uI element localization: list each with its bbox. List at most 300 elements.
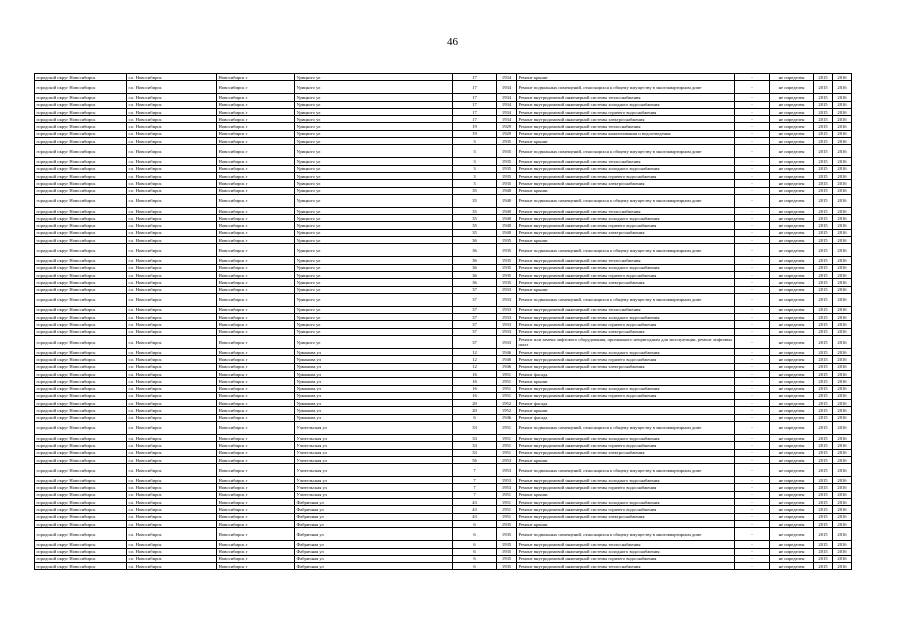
start-year-cell: 2015 <box>814 138 833 145</box>
table-row <box>35 336 852 349</box>
dash-cell: - <box>735 123 770 130</box>
dash-cell: - <box>735 293 770 306</box>
dash-cell: - <box>735 499 770 506</box>
locality-cell: Новосибирск г <box>217 215 295 222</box>
build-year-cell: 1933 <box>497 314 517 321</box>
table-row <box>35 215 852 222</box>
build-year-cell: 1940 <box>497 194 517 207</box>
municipality-cell: городской округ Новосибирск <box>35 222 127 229</box>
start-year-cell: 2015 <box>814 130 833 137</box>
house-number-cell: 37 <box>453 336 497 349</box>
settlement-cell: г.о. Новосибирск <box>127 421 217 434</box>
settlement-cell: г.о. Новосибирск <box>127 74 217 81</box>
end-year-cell: 2016 <box>833 244 852 257</box>
table-row <box>35 158 852 165</box>
dash-cell: - <box>735 257 770 264</box>
municipality-cell: городской округ Новосибирск <box>35 491 127 498</box>
street-cell: Фабричная ул <box>295 555 453 562</box>
work-type-cell: Ремонт внутридомовой инженерной системы электроснабжения <box>517 229 735 236</box>
build-year-cell: 1951 <box>497 449 517 456</box>
table-row <box>35 407 852 414</box>
status-cell: не определен <box>770 145 814 158</box>
dash-cell: - <box>735 116 770 123</box>
table-row <box>35 165 852 172</box>
locality-cell: Новосибирск г <box>217 172 295 179</box>
build-year-cell: 1935 <box>497 528 517 541</box>
end-year-cell: 2016 <box>833 264 852 271</box>
end-year-cell: 2016 <box>833 328 852 335</box>
build-year-cell: 1953 <box>497 484 517 491</box>
build-year-cell: 1953 <box>497 477 517 484</box>
work-type-cell: Ремонт подвальных помещений, относящихся к общему имуществу в многоквартирном доме <box>517 194 735 207</box>
street-cell: Урманова ул <box>295 407 453 414</box>
locality-cell: Новосибирск г <box>217 74 295 81</box>
work-type-cell: Ремонт внутридомовой инженерной системы холодного водоснабжения <box>517 314 735 321</box>
start-year-cell: 2015 <box>814 356 833 363</box>
locality-cell: Новосибирск г <box>217 414 295 421</box>
street-cell: Урицкого ул <box>295 293 453 306</box>
build-year-cell: 1946 <box>497 414 517 421</box>
start-year-cell: 2015 <box>814 94 833 101</box>
settlement-cell: г.о. Новосибирск <box>127 477 217 484</box>
street-cell: Урицкого ул <box>295 101 453 108</box>
table-row <box>35 244 852 257</box>
dash-cell: - <box>735 464 770 477</box>
settlement-cell: г.о. Новосибирск <box>127 293 217 306</box>
locality-cell: Новосибирск г <box>217 456 295 463</box>
house-number-cell: 35 <box>453 229 497 236</box>
street-cell: Урицкого ул <box>295 194 453 207</box>
status-cell: не определен <box>770 321 814 328</box>
locality-cell: Новосибирск г <box>217 385 295 392</box>
settlement-cell: г.о. Новосибирск <box>127 271 217 278</box>
work-type-cell: Ремонт внутридомовой инженерной системы электроснабжения <box>517 279 735 286</box>
end-year-cell: 2016 <box>833 215 852 222</box>
street-cell: Урицкого ул <box>295 145 453 158</box>
settlement-cell: г.о. Новосибирск <box>127 456 217 463</box>
work-type-cell: Ремонт внутридомовой инженерной системы холодного водоснабжения <box>517 101 735 108</box>
work-type-cell: Ремонт крыши <box>517 407 735 414</box>
municipality-cell: городской округ Новосибирск <box>35 548 127 555</box>
locality-cell: Новосибирск г <box>217 271 295 278</box>
build-year-cell: 1951 <box>497 506 517 513</box>
end-year-cell: 2016 <box>833 314 852 321</box>
status-cell: не определен <box>770 222 814 229</box>
dash-cell: - <box>735 264 770 271</box>
work-type-cell: Ремонт внутридомовой инженерной системы горячего водоснабжения <box>517 484 735 491</box>
end-year-cell: 2016 <box>833 180 852 187</box>
street-cell: Урицкого ул <box>295 180 453 187</box>
table-row <box>35 81 852 94</box>
build-year-cell: 1940 <box>497 207 517 214</box>
street-cell: Учительская ул <box>295 421 453 434</box>
settlement-cell: г.о. Новосибирск <box>127 328 217 335</box>
locality-cell: Новосибирск г <box>217 116 295 123</box>
build-year-cell: 1934 <box>497 94 517 101</box>
street-cell: Урицкого ул <box>295 116 453 123</box>
table-row <box>35 314 852 321</box>
start-year-cell: 2015 <box>814 180 833 187</box>
locality-cell: Новосибирск г <box>217 279 295 286</box>
locality-cell: Новосибирск г <box>217 101 295 108</box>
status-cell: не определен <box>770 264 814 271</box>
status-cell: не определен <box>770 484 814 491</box>
end-year-cell: 2016 <box>833 81 852 94</box>
locality-cell: Новосибирск г <box>217 286 295 293</box>
end-year-cell: 2016 <box>833 116 852 123</box>
settlement-cell: г.о. Новосибирск <box>127 244 217 257</box>
dash-cell: - <box>735 407 770 414</box>
build-year-cell: 1940 <box>497 229 517 236</box>
build-year-cell: 1940 <box>497 215 517 222</box>
settlement-cell: г.о. Новосибирск <box>127 158 217 165</box>
work-type-cell: Ремонт внутридомовой инженерной системы холодного водоснабжения <box>517 499 735 506</box>
house-number-cell: 17 <box>453 81 497 94</box>
build-year-cell: 1951 <box>497 442 517 449</box>
end-year-cell: 2016 <box>833 442 852 449</box>
status-cell: не определен <box>770 286 814 293</box>
end-year-cell: 2016 <box>833 279 852 286</box>
municipality-cell: городской округ Новосибирск <box>35 528 127 541</box>
end-year-cell: 2016 <box>833 187 852 194</box>
build-year-cell: 1935 <box>497 541 517 548</box>
dash-cell: - <box>735 306 770 313</box>
house-number-cell: 6 <box>453 563 497 570</box>
table-row <box>35 306 852 313</box>
table-row <box>35 378 852 385</box>
end-year-cell: 2016 <box>833 194 852 207</box>
locality-cell: Новосибирск г <box>217 257 295 264</box>
settlement-cell: г.о. Новосибирск <box>127 349 217 356</box>
end-year-cell: 2016 <box>833 293 852 306</box>
dash-cell: - <box>735 506 770 513</box>
locality-cell: Новосибирск г <box>217 207 295 214</box>
house-number-cell: 6 <box>453 555 497 562</box>
settlement-cell: г.о. Новосибирск <box>127 434 217 441</box>
settlement-cell: г.о. Новосибирск <box>127 108 217 115</box>
settlement-cell: г.о. Новосибирск <box>127 385 217 392</box>
locality-cell: Новосибирск г <box>217 520 295 527</box>
build-year-cell: 1935 <box>497 271 517 278</box>
start-year-cell: 2015 <box>814 548 833 555</box>
build-year-cell: 1934 <box>497 81 517 94</box>
municipality-cell: городской округ Новосибирск <box>35 385 127 392</box>
house-number-cell: 17 <box>453 94 497 101</box>
table-row <box>35 541 852 548</box>
status-cell: не определен <box>770 94 814 101</box>
settlement-cell: г.о. Новосибирск <box>127 563 217 570</box>
dash-cell: - <box>735 286 770 293</box>
status-cell: не определен <box>770 434 814 441</box>
dash-cell: - <box>735 138 770 145</box>
end-year-cell: 2016 <box>833 74 852 81</box>
dash-cell: - <box>735 215 770 222</box>
start-year-cell: 2015 <box>814 123 833 130</box>
start-year-cell: 2015 <box>814 321 833 328</box>
status-cell: не определен <box>770 407 814 414</box>
build-year-cell: 1933 <box>497 336 517 349</box>
house-number-cell: 33 <box>453 434 497 441</box>
street-cell: Урманова ул <box>295 385 453 392</box>
street-cell: Урицкого ул <box>295 158 453 165</box>
street-cell: Фабричная ул <box>295 541 453 548</box>
end-year-cell: 2016 <box>833 555 852 562</box>
start-year-cell: 2015 <box>814 385 833 392</box>
status-cell: не определен <box>770 506 814 513</box>
build-year-cell: 1935 <box>497 563 517 570</box>
street-cell: Урицкого ул <box>295 215 453 222</box>
table-row <box>35 94 852 101</box>
status-cell: не определен <box>770 449 814 456</box>
settlement-cell: г.о. Новосибирск <box>127 207 217 214</box>
dash-cell: - <box>735 81 770 94</box>
table-row <box>35 442 852 449</box>
start-year-cell: 2015 <box>814 528 833 541</box>
status-cell: не определен <box>770 101 814 108</box>
settlement-cell: г.о. Новосибирск <box>127 116 217 123</box>
work-type-cell: Ремонт крыши <box>517 520 735 527</box>
house-number-cell: 20 <box>453 407 497 414</box>
settlement-cell: г.о. Новосибирск <box>127 442 217 449</box>
street-cell: Урманова ул <box>295 349 453 356</box>
street-cell: Урманова ул <box>295 392 453 399</box>
work-type-cell: Ремонт крыши <box>517 138 735 145</box>
build-year-cell: 1933 <box>497 293 517 306</box>
start-year-cell: 2015 <box>814 392 833 399</box>
municipality-cell: городской округ Новосибирск <box>35 237 127 244</box>
house-number-cell: 3 <box>453 172 497 179</box>
settlement-cell: г.о. Новосибирск <box>127 81 217 94</box>
settlement-cell: г.о. Новосибирск <box>127 400 217 407</box>
work-type-cell: Ремонт или замена лифтового оборудования, признанного непригодным для эксплуатации, ремонт лифтовых шахт <box>517 336 735 349</box>
build-year-cell: 1946 <box>497 349 517 356</box>
locality-cell: Новосибирск г <box>217 108 295 115</box>
locality-cell: Новосибирск г <box>217 477 295 484</box>
dash-cell: - <box>735 421 770 434</box>
settlement-cell: г.о. Новосибирск <box>127 513 217 520</box>
end-year-cell: 2016 <box>833 400 852 407</box>
work-type-cell: Ремонт внутридомовой инженерной системы теплоснабжения <box>517 158 735 165</box>
start-year-cell: 2015 <box>814 513 833 520</box>
build-year-cell: 1951 <box>497 491 517 498</box>
street-cell: Урицкого ул <box>295 222 453 229</box>
build-year-cell: 1935 <box>497 548 517 555</box>
table-row <box>35 548 852 555</box>
build-year-cell: 1935 <box>497 138 517 145</box>
settlement-cell: г.о. Новосибирск <box>127 499 217 506</box>
start-year-cell: 2015 <box>814 237 833 244</box>
build-year-cell: 1952 <box>497 407 517 414</box>
table-row <box>35 421 852 434</box>
house-number-cell: 35 <box>453 187 497 194</box>
street-cell: Учительская ул <box>295 484 453 491</box>
municipality-cell: городской округ Новосибирск <box>35 306 127 313</box>
dash-cell: - <box>735 271 770 278</box>
dash-cell: - <box>735 101 770 108</box>
status-cell: не определен <box>770 271 814 278</box>
status-cell: не определен <box>770 180 814 187</box>
work-type-cell: Ремонт внутридомовой инженерной системы горячего водоснабжения <box>517 442 735 449</box>
locality-cell: Новосибирск г <box>217 499 295 506</box>
dash-cell: - <box>735 158 770 165</box>
end-year-cell: 2016 <box>833 563 852 570</box>
end-year-cell: 2016 <box>833 165 852 172</box>
start-year-cell: 2015 <box>814 264 833 271</box>
locality-cell: Новосибирск г <box>217 491 295 498</box>
work-type-cell: Ремонт крыши <box>517 378 735 385</box>
work-type-cell: Ремонт подвальных помещений, относящихся к общему имуществу в многоквартирном доме <box>517 293 735 306</box>
locality-cell: Новосибирск г <box>217 484 295 491</box>
locality-cell: Новосибирск г <box>217 370 295 377</box>
house-number-cell: 33 <box>453 421 497 434</box>
table-row <box>35 563 852 570</box>
status-cell: не определен <box>770 187 814 194</box>
municipality-cell: городской округ Новосибирск <box>35 400 127 407</box>
locality-cell: Новосибирск г <box>217 548 295 555</box>
street-cell: Урицкого ул <box>295 138 453 145</box>
locality-cell: Новосибирск г <box>217 400 295 407</box>
street-cell: Урицкого ул <box>295 207 453 214</box>
dash-cell: - <box>735 491 770 498</box>
table-row <box>35 449 852 456</box>
repair-records-table <box>34 73 852 570</box>
end-year-cell: 2016 <box>833 356 852 363</box>
settlement-cell: г.о. Новосибирск <box>127 101 217 108</box>
street-cell: Фабричная ул <box>295 548 453 555</box>
street-cell: Урицкого ул <box>295 165 453 172</box>
start-year-cell: 2015 <box>814 464 833 477</box>
dash-cell: - <box>735 244 770 257</box>
end-year-cell: 2016 <box>833 145 852 158</box>
house-number-cell: 36 <box>453 257 497 264</box>
end-year-cell: 2016 <box>833 172 852 179</box>
municipality-cell: городской округ Новосибирск <box>35 484 127 491</box>
table-row <box>35 286 852 293</box>
municipality-cell: городской округ Новосибирск <box>35 81 127 94</box>
municipality-cell: городской округ Новосибирск <box>35 378 127 385</box>
street-cell: Урицкого ул <box>295 81 453 94</box>
table-row <box>35 145 852 158</box>
status-cell: не определен <box>770 421 814 434</box>
dash-cell: - <box>735 442 770 449</box>
street-cell: Фабричная ул <box>295 506 453 513</box>
table-row <box>35 123 852 130</box>
table-row <box>35 74 852 81</box>
start-year-cell: 2015 <box>814 449 833 456</box>
table-row <box>35 194 852 207</box>
locality-cell: Новосибирск г <box>217 244 295 257</box>
work-type-cell: Ремонт внутридомовой инженерной системы канализования и водоотведения <box>517 130 735 137</box>
dash-cell: - <box>735 456 770 463</box>
locality-cell: Новосибирск г <box>217 434 295 441</box>
settlement-cell: г.о. Новосибирск <box>127 257 217 264</box>
street-cell: Фабричная ул <box>295 499 453 506</box>
municipality-cell: городской округ Новосибирск <box>35 349 127 356</box>
municipality-cell: городской округ Новосибирск <box>35 264 127 271</box>
municipality-cell: городской округ Новосибирск <box>35 563 127 570</box>
start-year-cell: 2015 <box>814 222 833 229</box>
street-cell: Учительская ул <box>295 449 453 456</box>
municipality-cell: городской округ Новосибирск <box>35 370 127 377</box>
start-year-cell: 2015 <box>814 563 833 570</box>
dash-cell: - <box>735 385 770 392</box>
table-row <box>35 207 852 214</box>
work-type-cell: Ремонт внутридомовой инженерной системы теплоснабжения <box>517 207 735 214</box>
end-year-cell: 2016 <box>833 499 852 506</box>
settlement-cell: г.о. Новосибирск <box>127 229 217 236</box>
status-cell: не определен <box>770 244 814 257</box>
house-number-cell: 3 <box>453 138 497 145</box>
build-year-cell: 1951 <box>497 499 517 506</box>
locality-cell: Новосибирск г <box>217 464 295 477</box>
street-cell: Урицкого ул <box>295 172 453 179</box>
end-year-cell: 2016 <box>833 336 852 349</box>
start-year-cell: 2015 <box>814 116 833 123</box>
end-year-cell: 2016 <box>833 257 852 264</box>
end-year-cell: 2016 <box>833 370 852 377</box>
municipality-cell: городской округ Новосибирск <box>35 363 127 370</box>
status-cell: не определен <box>770 165 814 172</box>
status-cell: не определен <box>770 370 814 377</box>
start-year-cell: 2015 <box>814 108 833 115</box>
street-cell: Урманова ул <box>295 400 453 407</box>
start-year-cell: 2015 <box>814 421 833 434</box>
street-cell: Урманова ул <box>295 378 453 385</box>
build-year-cell: 1951 <box>497 370 517 377</box>
table-row <box>35 237 852 244</box>
dash-cell: - <box>735 279 770 286</box>
end-year-cell: 2016 <box>833 385 852 392</box>
house-number-cell: 6 <box>453 414 497 421</box>
table-row <box>35 172 852 179</box>
start-year-cell: 2015 <box>814 158 833 165</box>
house-number-cell: 36 <box>453 279 497 286</box>
start-year-cell: 2015 <box>814 491 833 498</box>
locality-cell: Новосибирск г <box>217 187 295 194</box>
locality-cell: Новосибирск г <box>217 506 295 513</box>
work-type-cell: Ремонт внутридомовой инженерной системы электроснабжения <box>517 513 735 520</box>
settlement-cell: г.о. Новосибирск <box>127 321 217 328</box>
status-cell: не определен <box>770 74 814 81</box>
dash-cell: - <box>735 229 770 236</box>
locality-cell: Новосибирск г <box>217 392 295 399</box>
dash-cell: - <box>735 548 770 555</box>
street-cell: Урицкого ул <box>295 314 453 321</box>
start-year-cell: 2015 <box>814 484 833 491</box>
build-year-cell: 1951 <box>497 378 517 385</box>
start-year-cell: 2015 <box>814 279 833 286</box>
table-row <box>35 528 852 541</box>
dash-cell: - <box>735 145 770 158</box>
street-cell: Фабричная ул <box>295 563 453 570</box>
table-row <box>35 138 852 145</box>
end-year-cell: 2016 <box>833 94 852 101</box>
build-year-cell: 1951 <box>497 392 517 399</box>
dash-cell: - <box>735 555 770 562</box>
dash-cell: - <box>735 336 770 349</box>
municipality-cell: городской округ Новосибирск <box>35 138 127 145</box>
status-cell: не определен <box>770 293 814 306</box>
table-row <box>35 222 852 229</box>
table-row <box>35 293 852 306</box>
end-year-cell: 2016 <box>833 130 852 137</box>
municipality-cell: городской округ Новосибирск <box>35 165 127 172</box>
end-year-cell: 2016 <box>833 548 852 555</box>
work-type-cell: Ремонт внутридомовой инженерной системы холодного водоснабжения <box>517 548 735 555</box>
house-number-cell: 12 <box>453 356 497 363</box>
build-year-cell: 1933 <box>497 306 517 313</box>
status-cell: не определен <box>770 548 814 555</box>
